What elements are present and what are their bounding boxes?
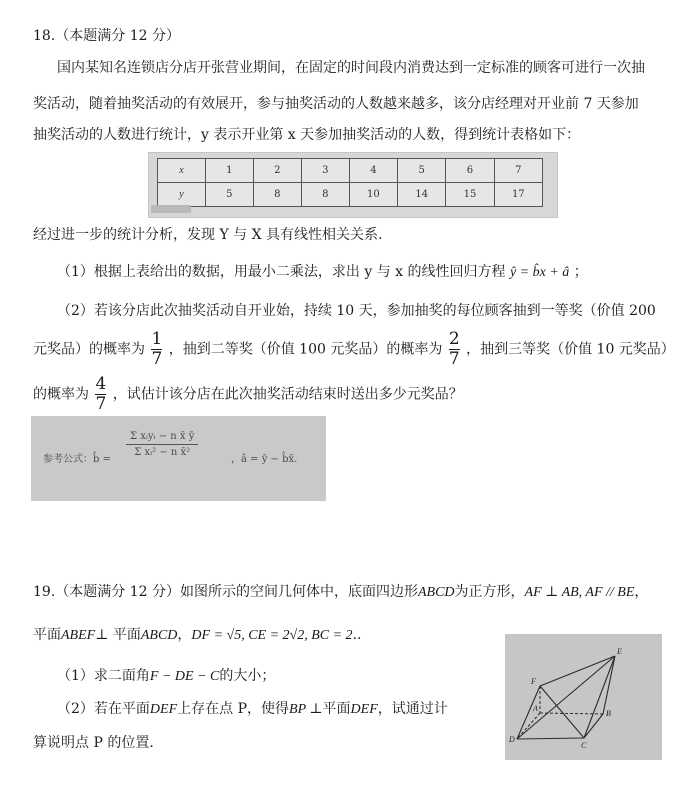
q19-part2-last: 算说明点 P 的位置. xyxy=(33,735,154,751)
edge-fc xyxy=(540,686,584,738)
q19-part1-b: 的大小； xyxy=(219,668,276,684)
q19-line2-b: ⊥ 平面 xyxy=(95,627,141,643)
q18-part1-end: ； xyxy=(573,264,588,280)
statistics-table xyxy=(157,158,543,207)
table-cell: x xyxy=(158,159,206,183)
q18-part2-text-b2: ，抽到二等奖（价值 100 元奖品）的概率为 xyxy=(168,341,443,358)
q19-line2-c: ， xyxy=(177,627,192,643)
table-cell: 6 xyxy=(446,159,494,183)
fraction-second-prize xyxy=(449,330,460,369)
q19-header xyxy=(33,582,648,603)
table-row-y xyxy=(158,183,543,207)
q19-header-text: 19.（本题满分 12 分）如图所示的空间几何体中，底面四边形 xyxy=(33,584,418,600)
fraction-first-prize xyxy=(151,330,162,369)
q18-part2-text-c2: ，试估计该分店在此次抽奖活动结束时送出多少元奖品？ xyxy=(112,386,463,403)
q18-para-line2: 奖活动，随着抽奖活动的有效展开，参与抽奖活动的人数越来越多，该分店经理对开业前 7 天参加 xyxy=(33,96,639,112)
q18-part2-line1: （2）若该分店此次抽奖活动自开业始，持续 10 天，参加抽奖的每位顾客抽到一等奖（价值 200 xyxy=(57,303,656,319)
q19-part1-a: （1）求二面角 xyxy=(57,668,150,684)
q18-para-line3: 抽奖活动的人数进行统计，y 表示开业第 x 天参加抽奖活动的人数，得到统计表格如下： xyxy=(33,127,581,143)
bp-perp: BP ⊥ xyxy=(289,702,323,717)
q19-part2-c: 平面 xyxy=(322,701,351,717)
table-cell: 5 xyxy=(205,183,253,207)
formula-b-fraction xyxy=(126,429,198,460)
fraction-third-prize xyxy=(95,375,106,414)
statistics-table-photo xyxy=(148,152,558,218)
formula-denominator: Σ xᵢ² − n x̄² xyxy=(134,447,191,458)
condition-lengths: DF = √5, CE = 2√2, BC = 2 xyxy=(191,628,353,643)
table-row-x xyxy=(158,159,543,183)
fraction-numerator: 1 xyxy=(151,329,163,349)
vertex-label-f: F xyxy=(531,677,536,686)
vertex-label-c: C xyxy=(581,741,587,750)
table-cell: y xyxy=(158,183,206,207)
q18-part2-line2 xyxy=(33,330,675,369)
table-cell: 5 xyxy=(398,159,446,183)
vertex-label-a: A xyxy=(533,704,538,713)
scan-artifact xyxy=(151,205,191,213)
edge-ef xyxy=(540,656,615,686)
q19-line2 xyxy=(33,625,361,646)
dihedral-angle: F − DE − C xyxy=(149,669,220,684)
q19-part2-d: ，试通过计 xyxy=(377,701,448,717)
q18-after-table: 经过进一步的统计分析，发现 Y 与 X 具有线性相关关系. xyxy=(33,227,383,243)
q19-part2-b: 上存在点 P，使得 xyxy=(177,701,290,717)
abcd-label-2: ABCD xyxy=(140,628,178,643)
q19-header-text-b: 为正方形， xyxy=(454,584,525,600)
q18-header: 18.（本题满分 12 分） xyxy=(33,28,180,44)
fraction-denominator: 7 xyxy=(448,349,460,369)
condition-af: AF ⊥ AB, AF // BE xyxy=(524,585,635,600)
q18-part2-line3 xyxy=(33,375,463,414)
q19-part2 xyxy=(57,699,448,720)
regression-equation: ŷ = b̂x + â xyxy=(509,265,570,280)
table-cell: 3 xyxy=(301,159,349,183)
plane-def: DEF xyxy=(149,702,178,717)
q18-para-line1: 国内某知名连锁店分店开张营业期间，在固定的时间段内消费达到一定标准的顾客可进行一次抽 xyxy=(57,60,645,76)
formula-numerator: Σ xᵢyᵢ − n x̄ ȳ xyxy=(126,429,198,445)
q18-part2-text-b: 元奖品）的概率为 xyxy=(33,341,145,358)
edge-ec xyxy=(584,656,615,738)
fraction-numerator: 4 xyxy=(95,374,107,394)
q19-header-end: ， xyxy=(634,584,649,600)
q19-part2-a: （2）若在平面 xyxy=(57,701,150,717)
table-cell: 14 xyxy=(398,183,446,207)
reference-formula-photo xyxy=(31,416,326,501)
table-cell: 17 xyxy=(494,183,542,207)
table-cell: 15 xyxy=(446,183,494,207)
abcd-label: ABCD xyxy=(417,585,455,600)
edge-cb xyxy=(584,714,603,738)
q18-part2-text-b3: ，抽到三等奖（价值 10 元奖品） xyxy=(466,341,675,358)
plane-def-2: DEF xyxy=(350,702,378,717)
formula-label: 参考公式：b̂ = xyxy=(43,454,111,465)
q18-part2-text-c: 的概率为 xyxy=(33,386,89,403)
table-cell: 7 xyxy=(494,159,542,183)
edge-dc xyxy=(517,738,584,739)
vertex-label-e: E xyxy=(617,647,622,656)
vertex-label-b: B xyxy=(606,709,611,718)
q18-part1 xyxy=(57,262,588,283)
table-cell: 8 xyxy=(253,183,301,207)
q19-line2-end: .. xyxy=(352,627,362,643)
abef-label: ABEF xyxy=(61,628,96,643)
geometry-figure xyxy=(505,634,662,760)
q19-line2-a: 平面 xyxy=(33,627,61,643)
q19-part1 xyxy=(57,666,275,687)
table-cell: 2 xyxy=(253,159,301,183)
edge-ad xyxy=(517,713,540,739)
q18-part1-text: （1）根据上表给出的数据，用最小二乘法，求出 y 与 x 的线性回归方程 xyxy=(57,264,506,280)
fraction-denominator: 7 xyxy=(95,394,107,414)
table-cell: 1 xyxy=(205,159,253,183)
edge-ed xyxy=(517,656,615,739)
fraction-numerator: 2 xyxy=(448,329,460,349)
vertex-label-d: D xyxy=(509,735,515,744)
table-cell: 10 xyxy=(349,183,397,207)
fraction-denominator: 7 xyxy=(151,349,163,369)
table-cell: 8 xyxy=(301,183,349,207)
table-cell: 4 xyxy=(349,159,397,183)
geometry-figure-photo xyxy=(505,634,662,760)
formula-a: ，â = ȳ − b̂x̄. xyxy=(231,454,298,465)
